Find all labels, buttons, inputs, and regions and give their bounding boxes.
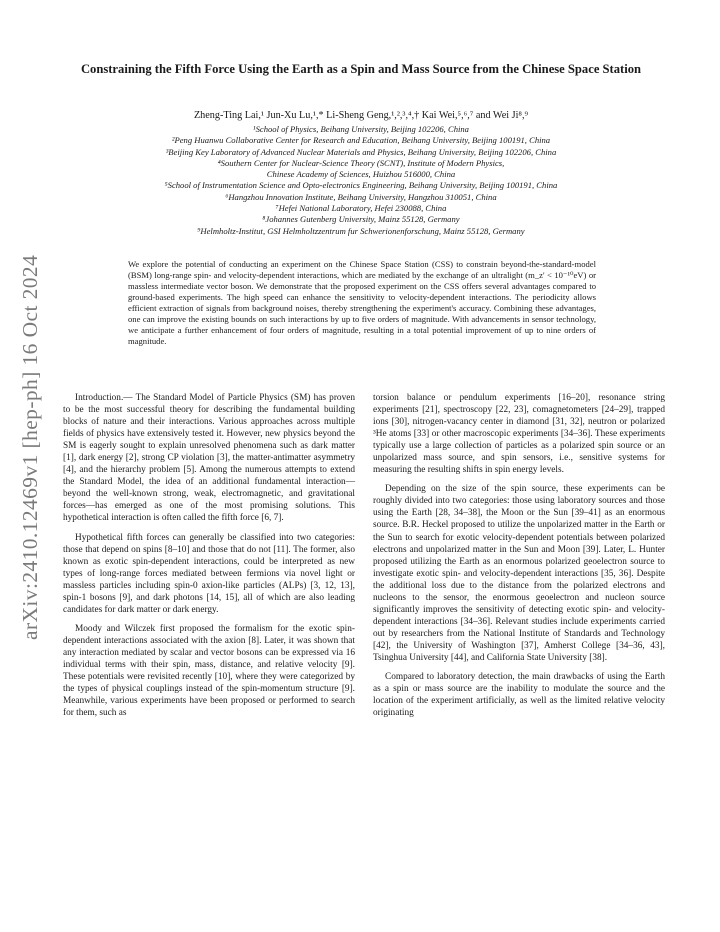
right-column — [373, 392, 665, 726]
paragraph: Depending on the size of the spin source, these experiments can be roughly divided into two categories: those using laboratory sources and those using the Earth [28, 34–38], the Moon or the Sun [39–41] as an enormous source. B.R. Heckel proposed to utilize the unpolarized matter in the Earth or the Sun to search for exotic velocity-dependent potentials between polarized electrons and unpolarized matter in the Sun and Moon [39]. Later, L. Hunter proposed utilizing the Earth as an enormous polarized geoelectron source to investigate exotic spin- and velocity-dependent interactions [35, 36]. Despite the additional loss due to the distance from the polarized electrons and nucleons to the sensor, the enormous geoelectron and nucleon source significantly improves the sensitivity of detecting exotic spin- and velocity-dependent interactions [34–36]. Relevant studies include experiments carried out by researchers from the National Institute of Standards and Technology [42], the University of Washington [37], Amherst College [34–36, 43], Tsinghua University [44], and California State University [38]. — [373, 484, 665, 663]
authors-line: Zheng-Ting Lai,¹ Jun-Xu Lu,¹,* Li-Sheng Geng,¹,²,³,⁴,† Kai Wei,⁵,⁶,⁷ and Wei Ji⁸,⁹ — [193, 110, 529, 121]
affiliation: ⁸Johannes Gutenberg University, Mainz 55128, Germany — [262, 214, 460, 225]
paragraph: torsion balance or pendulum experiments [16–20], resonance string experiments [21], spectroscopy [22, 23], comagnetometers [24–29], trapped ions [30], nitrogen-vacancy center in diamond [31, 32], neutron or polarized ³He atoms [33] or other macroscopic experiments [34–36]. These experiments typically use a large collection of particles as a polarized spin source or an unpolarized mass source, and spin sensors, i.e., sensitive systems for measuring the resulting shifts in spin energy levels. — [373, 393, 665, 476]
left-column — [63, 392, 355, 726]
affiliation: ⁶Hangzhou Innovation Institute, Beihang University, Hangzhou 310051, China — [225, 191, 497, 202]
affiliation: ⁴Southern Center for Nuclear-Science Theory (SCNT), Institute of Modern Physics, — [217, 157, 505, 168]
affiliation: ⁹Helmholtz-Institut, GSI Helmholtzzentrum fur Schwerionenforschung, Mainz 55128, Germany — [197, 225, 525, 236]
affiliation: ⁷Hefei National Laboratory, Hefei 230088, China — [275, 203, 447, 214]
paragraph: Moody and Wilczek first proposed the formalism for the exotic spin-dependent interactions associated with the axion [8]. Later, it was shown that any interaction mediated by scalar and vector bosons can be expressed via 16 individual terms with their spin, mass, distance, and relative velocity [9]. These potentials were revisited recently [10], where they were categorized by the types of physical couplings instead of the spin-momentum structure [9]. Meanwhile, various experiments have been proposed or performed to search for them, such as — [63, 623, 355, 719]
affiliation-list — [66, 124, 656, 237]
affiliation: ¹School of Physics, Beihang University, Beijing 102206, China — [253, 124, 469, 134]
author-list — [66, 109, 656, 122]
paragraph: Compared to laboratory detection, the main drawbacks of using the Earth as a spin or mass source are the inability to modulate the source and the location of the experiment artificially, as well as the limited relative velocity originating — [373, 672, 665, 719]
paper-title: Constraining the Fifth Force Using the Earth as a Spin and Mass Source from the Chinese Space Station — [80, 62, 642, 76]
paragraph: Hypothetical fifth forces can generally be classified into two categories: those that depend on spins [8–10] and those that do not [11]. The former, also known as exotic spin-dependent interactions, could be interpreted as new types of long-range forces mediated between fermions via novel light or massless particles including spin-0 axion-like particles (ALPs) [3, 12, 13], spin-1 bosons [9], and dark photons [14, 15], all of which are also leading candidates for dark matter or dark energy. — [63, 532, 355, 615]
arxiv-identifier: arXiv:2410.12469v1 [hep-ph] 16 Oct 2024 — [18, 254, 42, 640]
affiliation: ³Beijing Key Laboratory of Advanced Nuclear Materials and Physics, Beihang University, Beijing 102206, China — [165, 146, 557, 157]
affiliation: ⁵School of Instrumentation Science and Opto-electronics Engineering, Beihang University, Beijing 100191, China — [164, 180, 558, 191]
abstract: We explore the potential of conducting an experiment on the Chinese Space Station (CSS) to constrain beyond-the-standard-model (BSM) long-range spin- and velocity-dependent interactions, which are mediated by the exchange of an ultralight (m_z' < 10⁻¹⁰eV) or massless intermediate vector boson. We demonstrate that the proposed experiment on the CSS offers several advantages compared to ground-based experiments. The high speed can enhance the sensitivity to velocity-dependent interactions. The periodicity allows efficient extraction of signals from background noises, thereby strengthening the experiment's accuracy. Combining these advantages, one can improve the existing bounds on such interactions by up to five orders of magnitude. With advancements in sensor technology, we anticipate a further enhancement of four orders of magnitude, resulting in a total potential improvement of up to nine orders of magnitude. — [128, 259, 596, 346]
affiliation: ²Peng Huanwu Collaborative Center for Research and Education, Beihang University, Beijing 100191, China — [171, 135, 551, 146]
affiliation: Chinese Academy of Sciences, Huizhou 516000, China — [266, 169, 456, 180]
paragraph: Introduction.— The Standard Model of Particle Physics (SM) has proven to be the most successful theory for describing the fundamental building blocks of nature and their interactions. Various approaches across multiple fields of physics have extensively tested it. However, new physics beyond the SM is eagerly sought to explain unresolved phenomena such as dark matter [1], dark energy [2], strong CP violation [3], the matter-antimatter asymmetry [4], and the hierarchy problem [5]. Among the numerous attempts to extend the Standard Model, the idea of an additional fundamental interaction—beyond the well-known strong, weak, electromagnetic, and gravitational forces—has emerged as one of the most promising solutions. This hypothetical interaction is often called the fifth force [6, 7]. — [63, 393, 355, 524]
